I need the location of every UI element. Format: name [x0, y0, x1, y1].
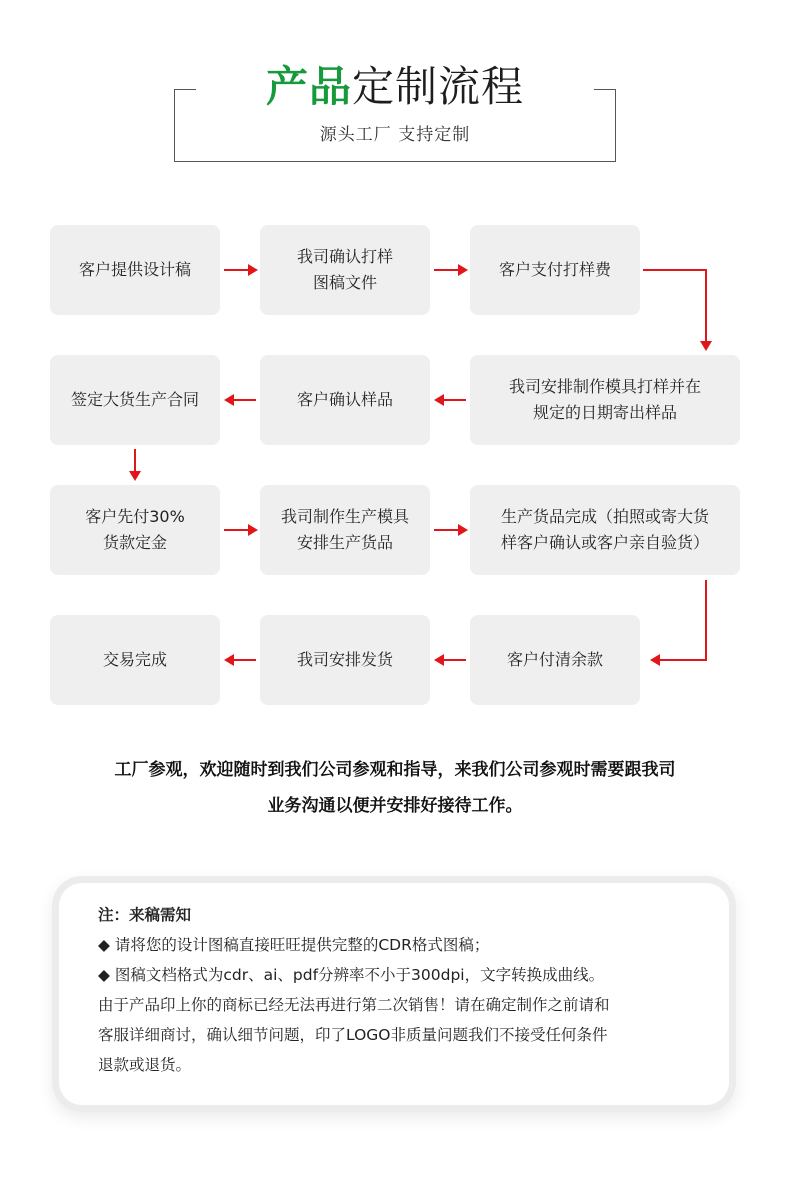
flow-step-4-label: 我司安排制作模具打样并在 规定的日期寄出样品 — [508, 377, 701, 422]
flow-step-8 — [260, 485, 430, 575]
factory-visit-line-2: 业务沟通以便并安排好接待工作。 — [267, 796, 523, 816]
flow-step-2 — [260, 225, 430, 315]
notes-line-3: 由于产品印上你的商标已经无法再进行第二次销售！请在确定制作之前请和 — [98, 996, 610, 1014]
flow-step-4 — [470, 355, 740, 445]
notes-line-1: ◆ 请将您的设计图稿直接旺旺提供完整的CDR格式图稿； — [98, 936, 490, 954]
flow-step-3 — [470, 225, 640, 315]
flow-step-11 — [260, 615, 430, 705]
flow-step-12-label: 交易完成 — [102, 650, 167, 669]
notes-title: 注：来稿需知 — [98, 906, 192, 924]
page-subtitle: 源头工厂 支持定制 — [319, 125, 471, 145]
arrow-down-1 — [705, 269, 707, 349]
flow-step-1-label: 客户提供设计稿 — [78, 260, 191, 279]
arrow-right-2 — [434, 269, 466, 271]
notes-line-4: 客服详细商讨，确认细节问题，印了LOGO非质量问题我们不接受任何条件 — [98, 1026, 608, 1044]
arrow-left-5 — [226, 659, 256, 661]
flow-step-5 — [260, 355, 430, 445]
arrow-left-2 — [226, 399, 256, 401]
arrow-down-2 — [134, 449, 136, 479]
flow-step-9-label: 生产货品完成（拍照或寄大货 样客户确认或客户亲自验货） — [500, 507, 709, 552]
arrow-left-4 — [436, 659, 466, 661]
flow-step-11-label: 我司安排发货 — [296, 650, 393, 669]
page-title-highlight: 产品 — [265, 62, 352, 111]
flow-step-10-label: 客户付清余款 — [506, 650, 603, 669]
notes-line-5: 退款或退货。 — [98, 1056, 192, 1074]
flow-step-1 — [50, 225, 220, 315]
connector-line-1 — [643, 269, 707, 271]
arrow-left-1 — [436, 399, 466, 401]
flow-step-6 — [50, 355, 220, 445]
flow-step-9 — [470, 485, 740, 575]
factory-visit-line-1: 工厂参观，欢迎随时到我们公司参观和指导，来我们公司参观时需要跟我司 — [114, 760, 676, 780]
flow-step-12 — [50, 615, 220, 705]
flow-step-5-label: 客户确认样品 — [296, 390, 393, 409]
flow-step-7 — [50, 485, 220, 575]
flow-step-3-label: 客户支付打样费 — [498, 260, 611, 279]
arrow-right-1 — [224, 269, 256, 271]
arrow-left-3 — [652, 659, 707, 661]
flow-step-10 — [470, 615, 640, 705]
arrow-right-3 — [224, 529, 256, 531]
arrow-right-4 — [434, 529, 466, 531]
page-title-rest: 定制流程 — [352, 62, 525, 111]
notes-content — [98, 900, 718, 1080]
factory-visit-note — [40, 752, 750, 824]
flow-step-2-label: 我司确认打样 图稿文件 — [296, 247, 393, 292]
notes-line-2: ◆ 图稿文档格式为cdr、ai、pdf分辨率不小于300dpi，文字转换成曲线。 — [98, 966, 605, 984]
flow-step-7-label: 客户先付30% 货款定金 — [85, 507, 185, 552]
page-title — [0, 58, 790, 116]
flow-step-6-label: 签定大货生产合同 — [70, 390, 199, 409]
flow-step-8-label: 我司制作生产模具 安排生产货品 — [280, 507, 409, 552]
connector-line-2 — [705, 580, 707, 661]
